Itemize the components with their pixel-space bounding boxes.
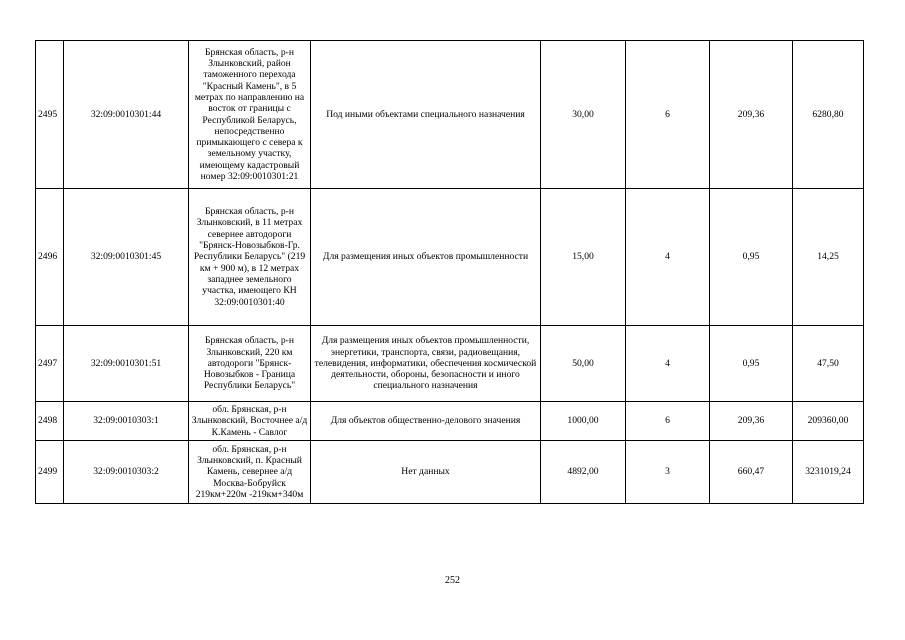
group-cell: 6 [626, 41, 710, 189]
value-cell: 14,25 [793, 189, 864, 326]
table-row [36, 326, 864, 402]
cadastral-number: 32:09:0010301:44 [64, 41, 189, 189]
address-cell: Брянская область, р-н Злынковский, район таможенного перехода "Красный Камень", в 5 метрах по направлению на восток от границы с Республикой Беларусь, непосредственно примыкающего с севера к земельному участку, имеющему кадастровый номер 32:09:0010301:21 [189, 41, 311, 189]
row-number: 2499 [36, 441, 64, 504]
area-cell: 4892,00 [541, 441, 626, 504]
land-use-cell: Для размещения иных объектов промышленности, энергетики, транспорта, связи, радиовещания, телевидения, информатики, обеспечения космической деятельности, обороны, безопасности и иного специального назначения [311, 326, 541, 402]
group-cell: 4 [626, 326, 710, 402]
table-row [36, 441, 864, 504]
table-row [36, 41, 864, 189]
rate-cell: 209,36 [710, 41, 793, 189]
address-cell: Брянская область, р-н Злынковский, в 11 метрах севернее автодороги "Брянск-Новозыбков-Гр. Республики Беларусь" (219 км + 900 м), в 12 метрах западнее земельного участка, имеющего КН 32:09:0010301:40 [189, 189, 311, 326]
area-cell: 1000,00 [541, 402, 626, 441]
cadastral-table [35, 40, 864, 504]
row-number: 2498 [36, 402, 64, 441]
value-cell: 209360,00 [793, 402, 864, 441]
rate-cell: 0,95 [710, 189, 793, 326]
group-cell: 6 [626, 402, 710, 441]
rate-cell: 660,47 [710, 441, 793, 504]
land-use-cell: Для объектов общественно-делового значения [311, 402, 541, 441]
area-cell: 15,00 [541, 189, 626, 326]
address-cell: обл. Брянская, р-н Злынковский, п. Красный Камень, севернее а/д Москва-Бобруйск 219км+220м -219км+340м [189, 441, 311, 504]
value-cell: 3231019,24 [793, 441, 864, 504]
value-cell: 47,50 [793, 326, 864, 402]
cadastral-number: 32:09:0010301:51 [64, 326, 189, 402]
cadastral-number: 32:09:0010303:1 [64, 402, 189, 441]
land-use-cell: Под иными объектами специального назначения [311, 41, 541, 189]
land-use-cell: Для размещения иных объектов промышленности [311, 189, 541, 326]
area-cell: 50,00 [541, 326, 626, 402]
page-number: 252 [445, 575, 460, 586]
row-number: 2497 [36, 326, 64, 402]
cadastral-number: 32:09:0010303:2 [64, 441, 189, 504]
group-cell: 4 [626, 189, 710, 326]
area-cell: 30,00 [541, 41, 626, 189]
address-cell: обл. Брянская, р-н Злынковский, Восточнее а/д К.Камень - Савлог [189, 402, 311, 441]
table-row [36, 189, 864, 326]
land-use-cell: Нет данных [311, 441, 541, 504]
address-cell: Брянская область, р-н Злынковский, 220 км автодороги "Брянск-Новозыбков - Граница Республики Беларусь" [189, 326, 311, 402]
table-row [36, 402, 864, 441]
value-cell: 6280,80 [793, 41, 864, 189]
rate-cell: 209,36 [710, 402, 793, 441]
row-number: 2495 [36, 41, 64, 189]
group-cell: 3 [626, 441, 710, 504]
rate-cell: 0,95 [710, 326, 793, 402]
cadastral-number: 32:09:0010301:45 [64, 189, 189, 326]
row-number: 2496 [36, 189, 64, 326]
